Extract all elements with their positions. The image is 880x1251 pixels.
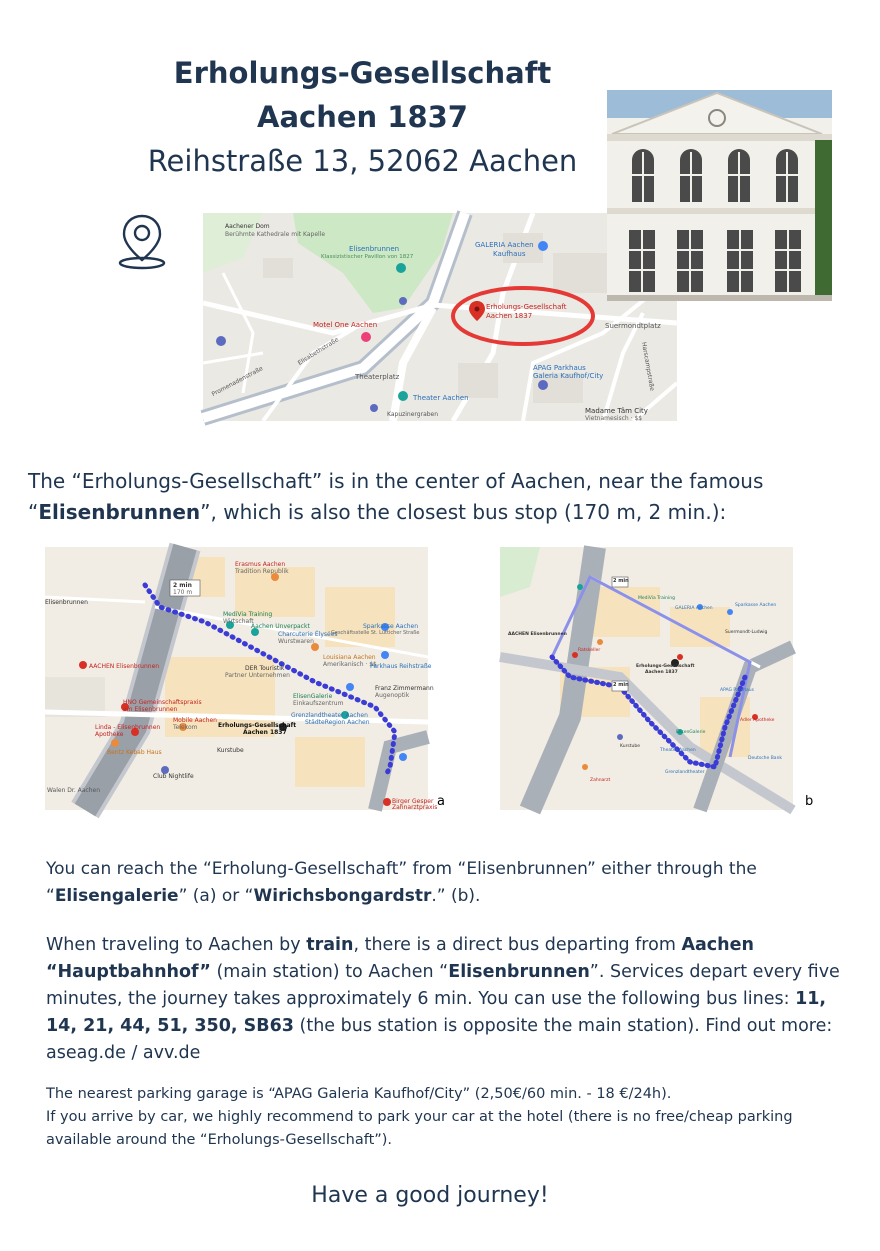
routes-line-1: You can reach the “Erholung-Gesellschaft” from “Elisenbrunnen” either through the [46,859,757,879]
route-map-a [45,547,438,811]
route-map-b [500,547,793,810]
map-label: Aachen Unverpackt [251,623,310,630]
map-label: Club Nightlife [153,773,194,780]
map-label: Wurstwaren [278,638,314,645]
map-label: Zahnarzt [590,778,611,783]
map-label: Erholungs-Gesellschaft [486,303,567,311]
map-label: Aachen 1837 [243,729,287,736]
map-label: am Elisenbrunnen [123,706,178,713]
map-label: MediVia Training [638,596,675,601]
map-label: Telekom [173,724,198,731]
map-label: Erholungs-Gesellschaft [218,722,297,729]
map-label: Promenadenstraße [210,365,265,398]
map-label: Parkhaus Reihstraße [370,663,432,670]
map-label: GALERIA Aachen [675,606,713,611]
map-label: Harscampstraße [640,341,656,392]
map-label: Madame Tâm City [585,407,648,415]
map-label: Birger Gesper [392,798,434,805]
building-photo [607,90,832,301]
map-label: Louisiana Aachen [323,654,376,661]
map-label: AACHEN Elisenbrunnen [89,663,160,670]
map-label: Erholungs-Gesellschaft [636,664,695,669]
map-label: 170 m [173,589,193,596]
map-label: Einkaufszentrum [293,700,344,707]
map-label: 2 min [613,578,629,584]
map-label: Elisenbrunnen [349,245,400,253]
map-label: Aachener Dom [225,223,270,230]
map-label: Sparkasse Aachen [735,603,777,608]
map-label: Galeria Kaufhof/City [533,372,604,380]
map-label: HNO Gemeinschaftspraxis [123,699,202,706]
map-label: Wirtschaft [223,618,254,625]
map-label: AACHEN Elisenbrunnen [508,632,567,637]
location-map [203,213,677,421]
map-label: Erasmus Aachen [235,561,286,568]
map-label: Kaufhaus [493,250,526,258]
map-label: Klassizistischer Pavillon von 1827 [321,254,414,260]
map-label: Geschäftsstelle St. Lütticher Straße [331,630,420,636]
map-label: Franz Zimmermann [375,685,434,692]
map-label: Kapuzinergraben [387,411,439,418]
map-label: APAG Parkhaus [720,688,754,693]
map-label: Deutsche Bank [748,756,783,761]
map-label: Kurstube [217,747,244,754]
location-pin-icon [116,212,168,272]
map-label: StädteRegion Aachen [305,719,370,726]
map-label: ElisenGalerie [676,730,706,735]
map-label: Suermondtplatz [605,322,661,330]
address: Reihstraße 13, 52062 Aachen [147,144,578,178]
map-label: Charcuterie Élysées [278,631,338,638]
map-b-letter: b [805,794,814,809]
map-label: Theater Aachen [660,748,696,753]
intro-line-1: The “Erholungs-Gesellschaft” is in the center of Aachen, near the famous [28,469,764,493]
map-label: Ratskeller [578,648,601,653]
map-label: Theater Aachen [413,394,469,402]
map-label: Sparkasse Aachen [363,623,419,630]
map-label: APAG Parkhaus [533,364,586,372]
map-label: Vietnamesisch · $$ [585,415,643,422]
map-label: Grenzlandtheater [665,770,705,775]
map-label: ElisenGalerie [293,693,333,700]
map-label: Berühmte Kathedrale mit Kapelle [225,231,326,238]
map-label: MediVia Training [223,611,273,618]
map-label: Augenoptik [375,692,410,699]
map-label: Bentz Kebab Haus [107,749,162,756]
map-label: Aachen 1837 [645,670,678,675]
map-label: GALERIA Aachen [475,241,534,249]
map-label: Theaterplatz [355,373,400,381]
map-label: 2 min [613,682,629,688]
routes-line-2: “Elisengalerie” (a) or “Wirichsbongardstr.” (b). [46,886,481,906]
map-label: Aachen 1837 [486,312,533,320]
map-label: Walen Dr. Aachen [47,787,101,794]
map-label: Adler Apotheke [740,718,775,723]
map-label: Tradition Republik [235,568,289,575]
title-line-1: Erholungs-Gesellschaft [173,56,552,90]
map-label: Elisenbrunnen [45,599,88,606]
title-line-2: Aachen 1837 [257,100,468,134]
map-label: Linda - Elisenbrunnen [95,724,161,731]
map-label: Motel One Aachen [313,321,378,329]
map-label: Partner Unternehmen [225,672,290,679]
map-label: Zahnarztpraxis [392,804,438,811]
map-label: DER Touristik [245,665,285,672]
elisenbrunnen-bold: Elisenbrunnen [38,500,201,524]
map-label: Grenzlandtheater Aachen [291,712,368,719]
map-a-letter: a [437,794,445,809]
map-label: Apotheke [95,731,124,738]
train-paragraph: When traveling to Aachen by train, there is a direct bus departing from Aachen “Hauptbahnhof” (main station) to Aachen “Elisenbrunnen”. Services depart every five minutes, the journey takes approximately 6 min. You can use the following bus lines: 11, 14, 21, 44, 51, 350, SB63 (the bus station is opposite the main station). Find out more: aseag.de / avv.de [46,935,840,1063]
closing-text: Have a good journey! [311,1183,549,1208]
map-label: Mobile Aachen [173,717,217,724]
intro-line-2: “Elisenbrunnen”, which is also the closest bus stop (170 m, 2 min.): [28,500,727,524]
map-label: Kurstube [620,744,641,749]
map-label: Amerikanisch · $$ [323,661,377,668]
map-label: Elisabethstraße [296,336,340,367]
map-label: Suermondt-Ludwig [725,630,768,635]
parking-paragraph: The nearest parking garage is “APAG Galeria Kaufhof/City” (2,50€/60 min. - 18 €/24h). If you arrive by car, we highly recommend to park your car at the hotel (there is no free/cheap parking available around the “Erholungs-Gesellschaft”). [46,1086,793,1148]
map-label: 2 min [173,582,192,589]
